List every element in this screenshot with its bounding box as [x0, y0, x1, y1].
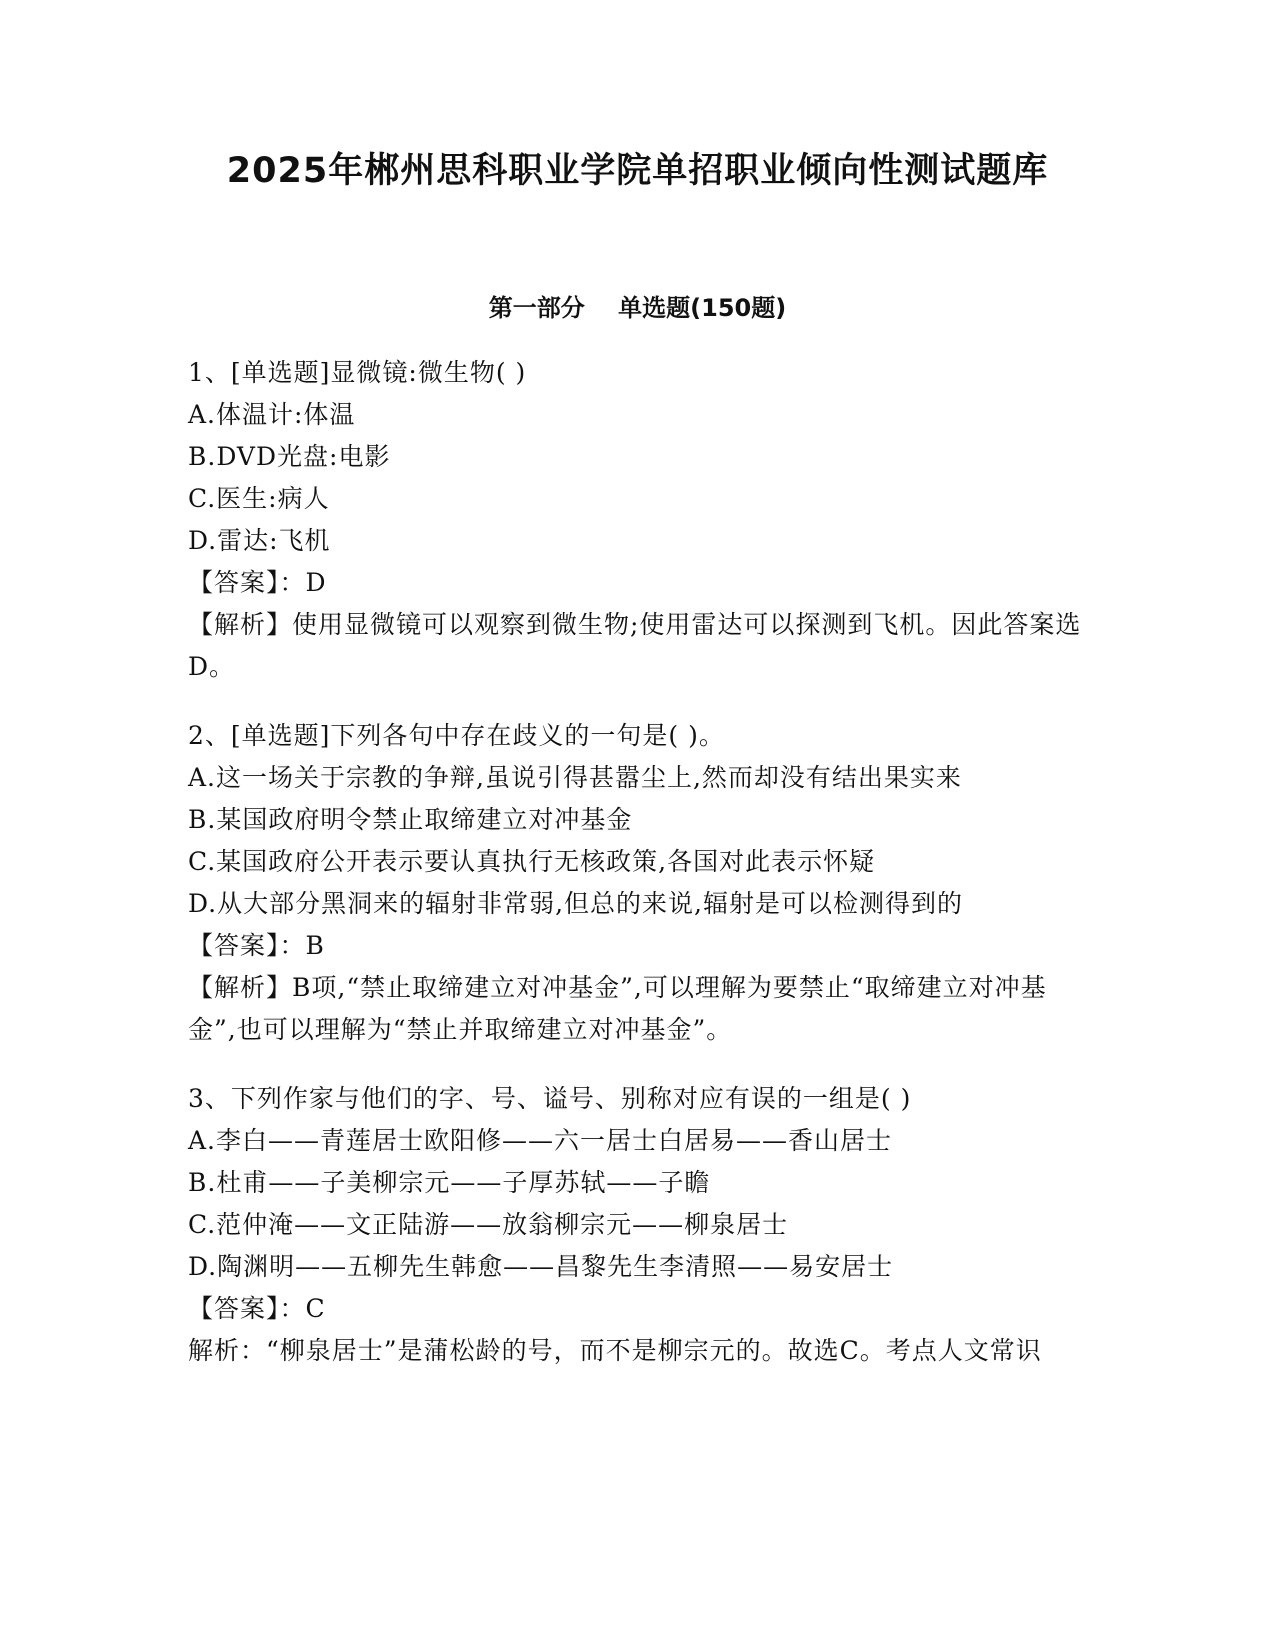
option-d: D.从大部分黑洞来的辐射非常弱,但总的来说,辐射是可以检测得到的 [188, 889, 963, 918]
analysis-text: 【解析】B项,“禁止取缔建立对冲基金”,可以理解为要禁止“取缔建立对冲基金”,也可以理解为“禁止并取缔建立对冲基金”。 [188, 973, 1047, 1044]
analysis-text: 【解析】使用显微镜可以观察到微生物;使用雷达可以探测到飞机。因此答案选D。 [188, 610, 1082, 681]
option-b: B.杜甫——子美柳宗元——子厚苏轼——子瞻 [188, 1168, 711, 1197]
question-item [188, 715, 1088, 1051]
option-b: B.DVD光盘:电影 [188, 442, 391, 471]
answer-line: 【答案】：B [188, 931, 325, 960]
section-title: 第一部分 单选题(150题) [488, 294, 787, 322]
question-stem: 2、[单选题]下列各句中存在歧义的一句是( )。 [188, 721, 725, 750]
question-item [188, 352, 1088, 688]
option-a: A.李白——青莲居士欧阳修——六一居士白居易——香山居士 [188, 1126, 893, 1155]
analysis-text: 解析：“柳泉居士”是蒲松龄的号，而不是柳宗元的。故选C。考点人文常识 [188, 1336, 1042, 1365]
question-item [188, 1078, 1088, 1372]
question-stem: 1、[单选题]显微镜:微生物( ) [188, 358, 527, 387]
option-c: C.范仲淹——文正陆游——放翁柳宗元——柳泉居士 [188, 1210, 789, 1239]
question-stem: 3、下列作家与他们的字、号、谥号、别称对应有误的一组是( ) [188, 1084, 912, 1113]
option-b: B.某国政府明令禁止取缔建立对冲基金 [188, 805, 633, 834]
option-c: C.某国政府公开表示要认真执行无核政策,各国对此表示怀疑 [188, 847, 876, 876]
document-title: 2025年郴州思科职业学院单招职业倾向性测试题库 [226, 151, 1049, 191]
option-d: D.陶渊明——五柳先生韩愈——昌黎先生李清照——易安居士 [188, 1252, 894, 1281]
option-a: A.这一场关于宗教的争辩,虽说引得甚嚣尘上,然而却没有结出果实来 [188, 763, 962, 792]
option-a: A.体温计:体温 [188, 400, 356, 429]
answer-line: 【答案】：D [188, 568, 327, 597]
option-c: C.医生:病人 [188, 484, 330, 513]
question-list [188, 352, 1088, 1399]
answer-line: 【答案】：C [188, 1294, 326, 1323]
option-d: D.雷达:飞机 [188, 526, 331, 555]
